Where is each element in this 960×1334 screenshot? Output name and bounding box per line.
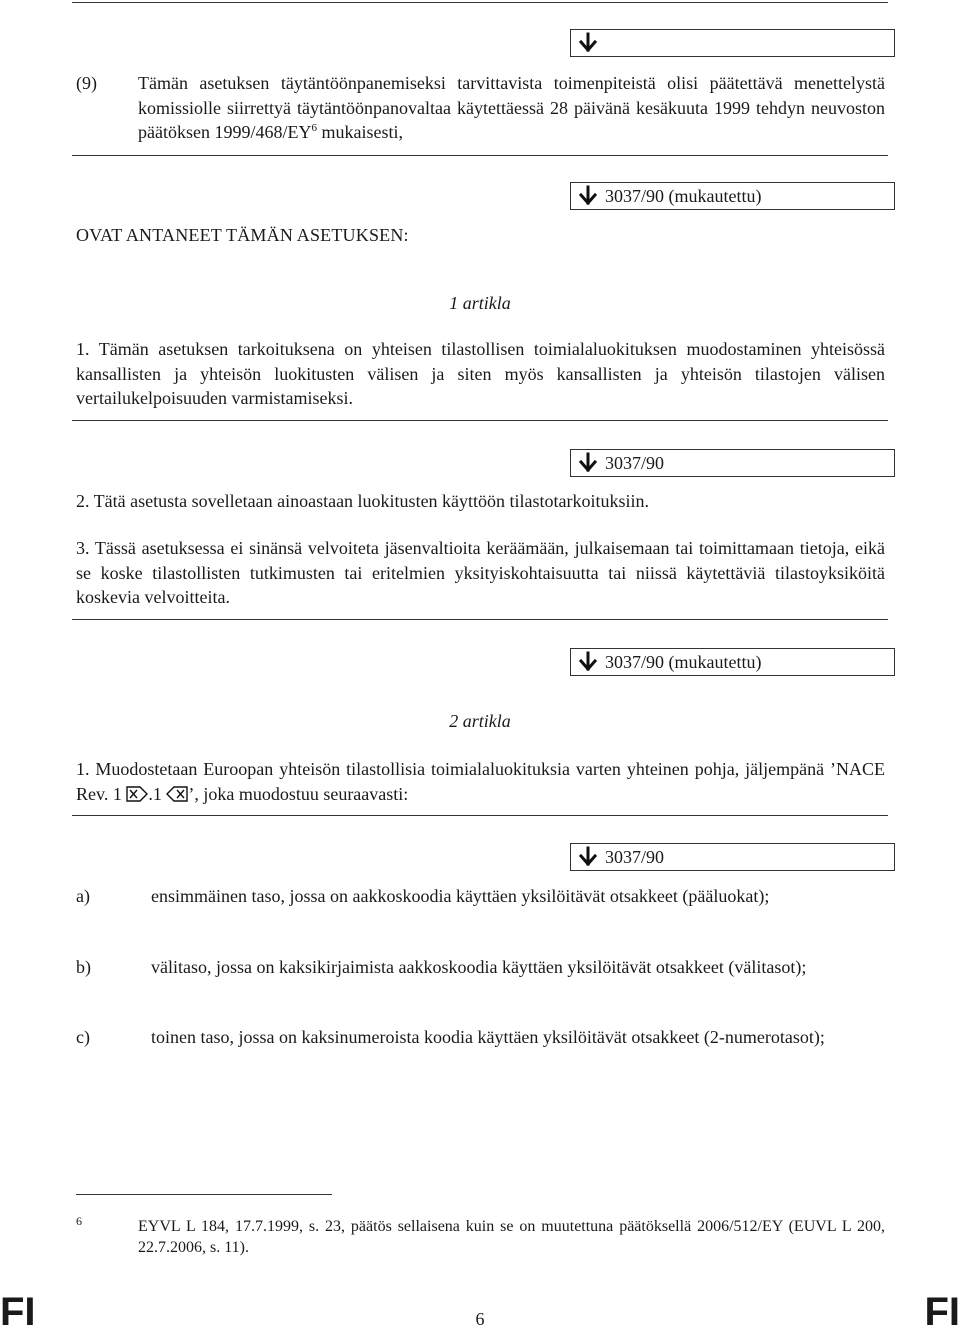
- separator-rule: [72, 155, 888, 156]
- arrow-down-icon: [579, 32, 597, 52]
- article-1-paragraph-3: 3. Tässä asetuksessa ei sinänsä velvoiteta jäsenvaltioita keräämään, julkaisemaan tai toimittamaan tietoja, eikä se koske tilastollisten tutkimusten tai eritelmien yksityiskohtaisuutta tai niissä käytettäviä tilastoyksiköitä koskevia velvoitteita.: [76, 538, 885, 607]
- article-1-paragraph-2: 2. Tätä asetusta sovelletaan ainoastaan luokitusten käyttöön tilastotarkoituksiin.: [76, 491, 650, 511]
- enacting-formula: OVAT ANTANEET TÄMÄN ASETUKSEN:: [76, 225, 409, 245]
- article-1-title: 1 artikla: [449, 293, 511, 313]
- article-2-paragraph-1-end: ’, joka muodostuu seuraavasti:: [188, 783, 409, 804]
- separator-rule: [72, 815, 888, 816]
- language-code-right: FI: [924, 1290, 960, 1334]
- article-2-paragraph-1-text: 1. Muodostetaan Euroopan yhteisön tilastollisia toimialaluokituksia varten yhteinen pohja, jäljempänä ’NACE Rev. 1: [76, 759, 885, 804]
- article-2-paragraph-1-code: .1: [148, 783, 167, 804]
- arrow-down-icon: [579, 452, 597, 472]
- footnote-text: EYVL L 184, 17.7.1999, s. 23, päätös sellaisena kuin se on muutettuna päätöksellä 2006/512/EY (EUVL L 200, 22.7.2006, s. 11).: [138, 1218, 885, 1256]
- insertion-end-icon: [166, 784, 188, 809]
- amendment-marker-label: 3037/90: [605, 453, 665, 473]
- recital-text-end: mukaisesti,: [316, 122, 403, 142]
- separator-rule: [72, 420, 888, 421]
- amendment-marker: [570, 648, 895, 676]
- list-item-label: b): [76, 957, 91, 977]
- footnote-number: 6: [76, 1214, 82, 1228]
- arrow-down-icon: [579, 846, 597, 866]
- amendment-marker-label: 3037/90: [605, 847, 665, 867]
- list-item: ensimmäinen taso, jossa on aakkoskoodia käyttäen yksilöitävät otsakkeet (pääluokat);: [151, 886, 770, 906]
- amendment-marker-top: [570, 29, 895, 57]
- top-rule: [72, 2, 888, 3]
- list-item: välitaso, jossa on kaksikirjaimista aakkoskoodia käyttäen yksilöitävät otsakkeet (välitasot);: [151, 957, 807, 977]
- separator-rule: [72, 619, 888, 620]
- list-item-label: c): [76, 1027, 90, 1047]
- footnote-separator: [76, 1194, 332, 1195]
- footnote-reference[interactable]: 6: [311, 122, 317, 134]
- amendment-marker: [570, 182, 895, 210]
- amendment-marker: [570, 449, 895, 477]
- recital-number: (9): [76, 73, 97, 93]
- article-1-paragraph-1: 1. Tämän asetuksen tarkoituksena on yhteisen tilastollisen toimialaluokituksen muodostaminen yhteisössä kansallisten ja yhteisön luokitusten välisen ja siten myös kansallisten ja yhteisön tilastojen välisen vertailukelpoisuuden varmistamiseksi.: [76, 339, 885, 408]
- insertion-start-icon: [126, 784, 148, 809]
- arrow-down-icon: [579, 651, 597, 671]
- article-2-title: 2 artikla: [449, 711, 511, 731]
- language-code-left: FI: [0, 1290, 36, 1334]
- amendment-marker-label: 3037/90 (mukautettu): [605, 652, 762, 672]
- list-item: toinen taso, jossa on kaksinumeroista koodia käyttäen yksilöitävät otsakkeet (2-numerotasot);: [151, 1027, 825, 1047]
- amendment-marker: [570, 843, 895, 871]
- page-number: 6: [475, 1309, 485, 1329]
- article-2-paragraph-1: [76, 757, 885, 808]
- recital-text: [138, 71, 885, 145]
- arrow-down-icon: [579, 185, 597, 205]
- list-item-label: a): [76, 886, 90, 906]
- amendment-marker-label: 3037/90 (mukautettu): [605, 186, 762, 206]
- recital-text-main: Tämän asetuksen täytäntöönpanemiseksi tarvittavista toimenpiteistä olisi päätettävä menettelystä komissiolle siirrettyä täytäntöönpanovaltaa käytettäessä 28 päivänä kesäkuuta 1999 tehdyn neuvoston päätöksen 1999/468/EY: [138, 73, 885, 142]
